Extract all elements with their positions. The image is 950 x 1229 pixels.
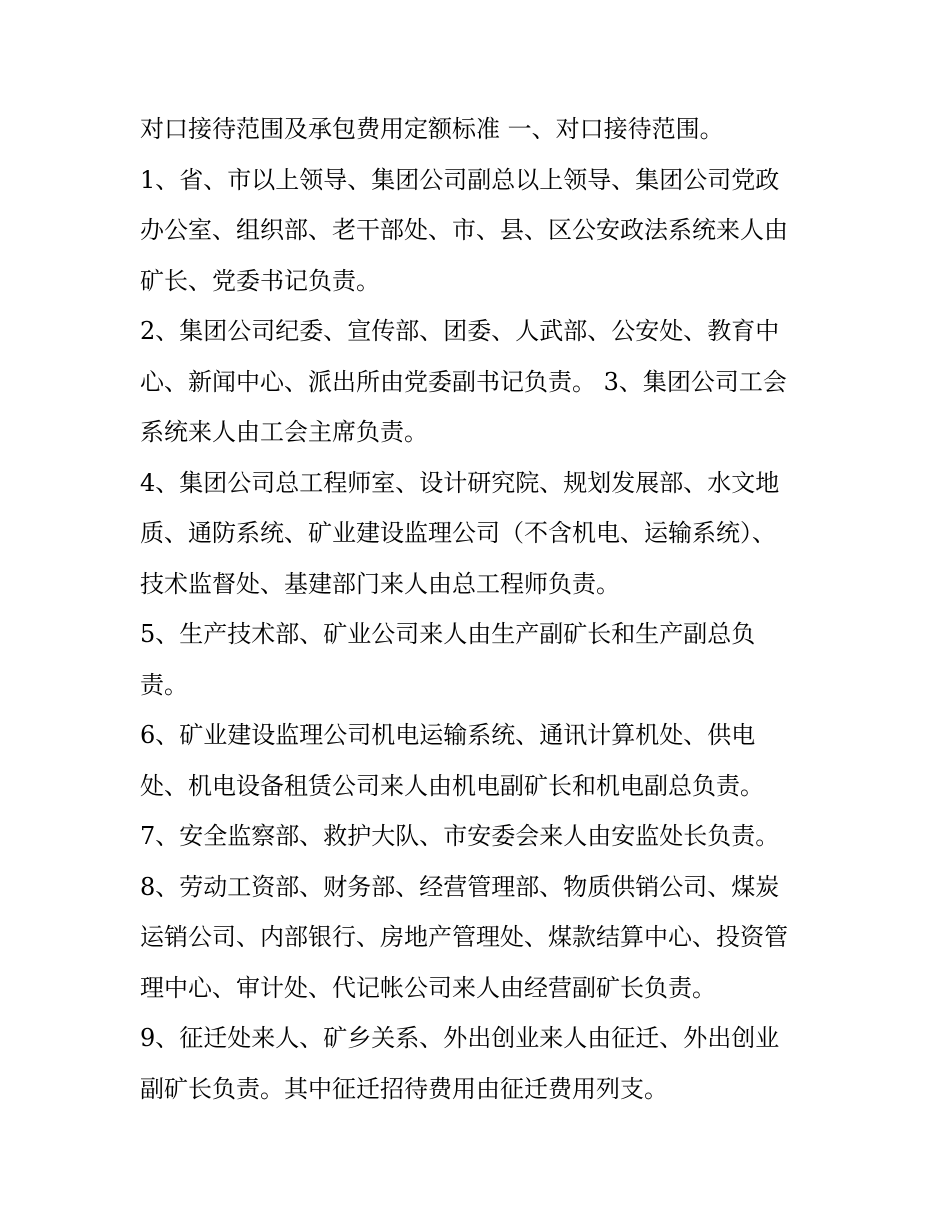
text-line: 副矿长负责。其中征迁招待费用由征迁费用列支。: [140, 1074, 668, 1103]
text-line: 1、省、市以上领导、集团公司副总以上领导、集团公司党政: [140, 165, 780, 194]
text-line: 9、征迁处来人、矿乡关系、外出创业来人由征迁、外出创业: [140, 1024, 780, 1052]
text-line: 技术监督处、基建部门来人由总工程师负责。: [140, 569, 620, 598]
text-line: 系统来人由工会主席负责。: [140, 418, 428, 446]
text-line: 责。: [140, 670, 188, 699]
text-line: 7、安全监察部、救护大队、市安委会来人由安监处长负责。: [140, 822, 780, 850]
text-line: 理中心、审计处、代记帐公司来人由经营副矿长负责。: [140, 973, 716, 1002]
text-line: 4、集团公司总工程师室、设计研究院、规划发展部、水文地: [140, 468, 780, 497]
text-line: 8、劳动工资部、财务部、经营管理部、物质供销公司、煤炭: [140, 872, 780, 901]
text-line: 处、机电设备租赁公司来人由机电副矿长和机电副总负责。: [140, 771, 764, 800]
text-line: 5、生产技术部、矿业公司来人由生产副矿长和生产副总负: [140, 620, 756, 648]
document-body: [140, 104, 820, 1114]
text-line: 6、矿业建设监理公司机电运输系统、通讯计算机处、供电: [140, 721, 756, 749]
text-line: 办公室、组织部、老干部处、市、县、区公安政法系统来人由: [140, 216, 788, 244]
text-line: 2、集团公司纪委、宣传部、团委、人武部、公安处、教育中: [140, 317, 780, 345]
text-line: 运销公司、内部银行、房地产管理处、煤款结算中心、投资管: [140, 923, 788, 951]
text-line: 心、新闻中心、派出所由党委副书记负责。 3、集团公司工会: [140, 367, 787, 396]
text-line: 质、通防系统、矿业建设监理公司（不含机电、运输系统）、: [140, 519, 776, 547]
text-line: 矿长、党委书记负责。: [140, 266, 380, 295]
text-line: 对口接待范围及承包费用定额标准 一、对口接待范围。: [140, 115, 724, 143]
